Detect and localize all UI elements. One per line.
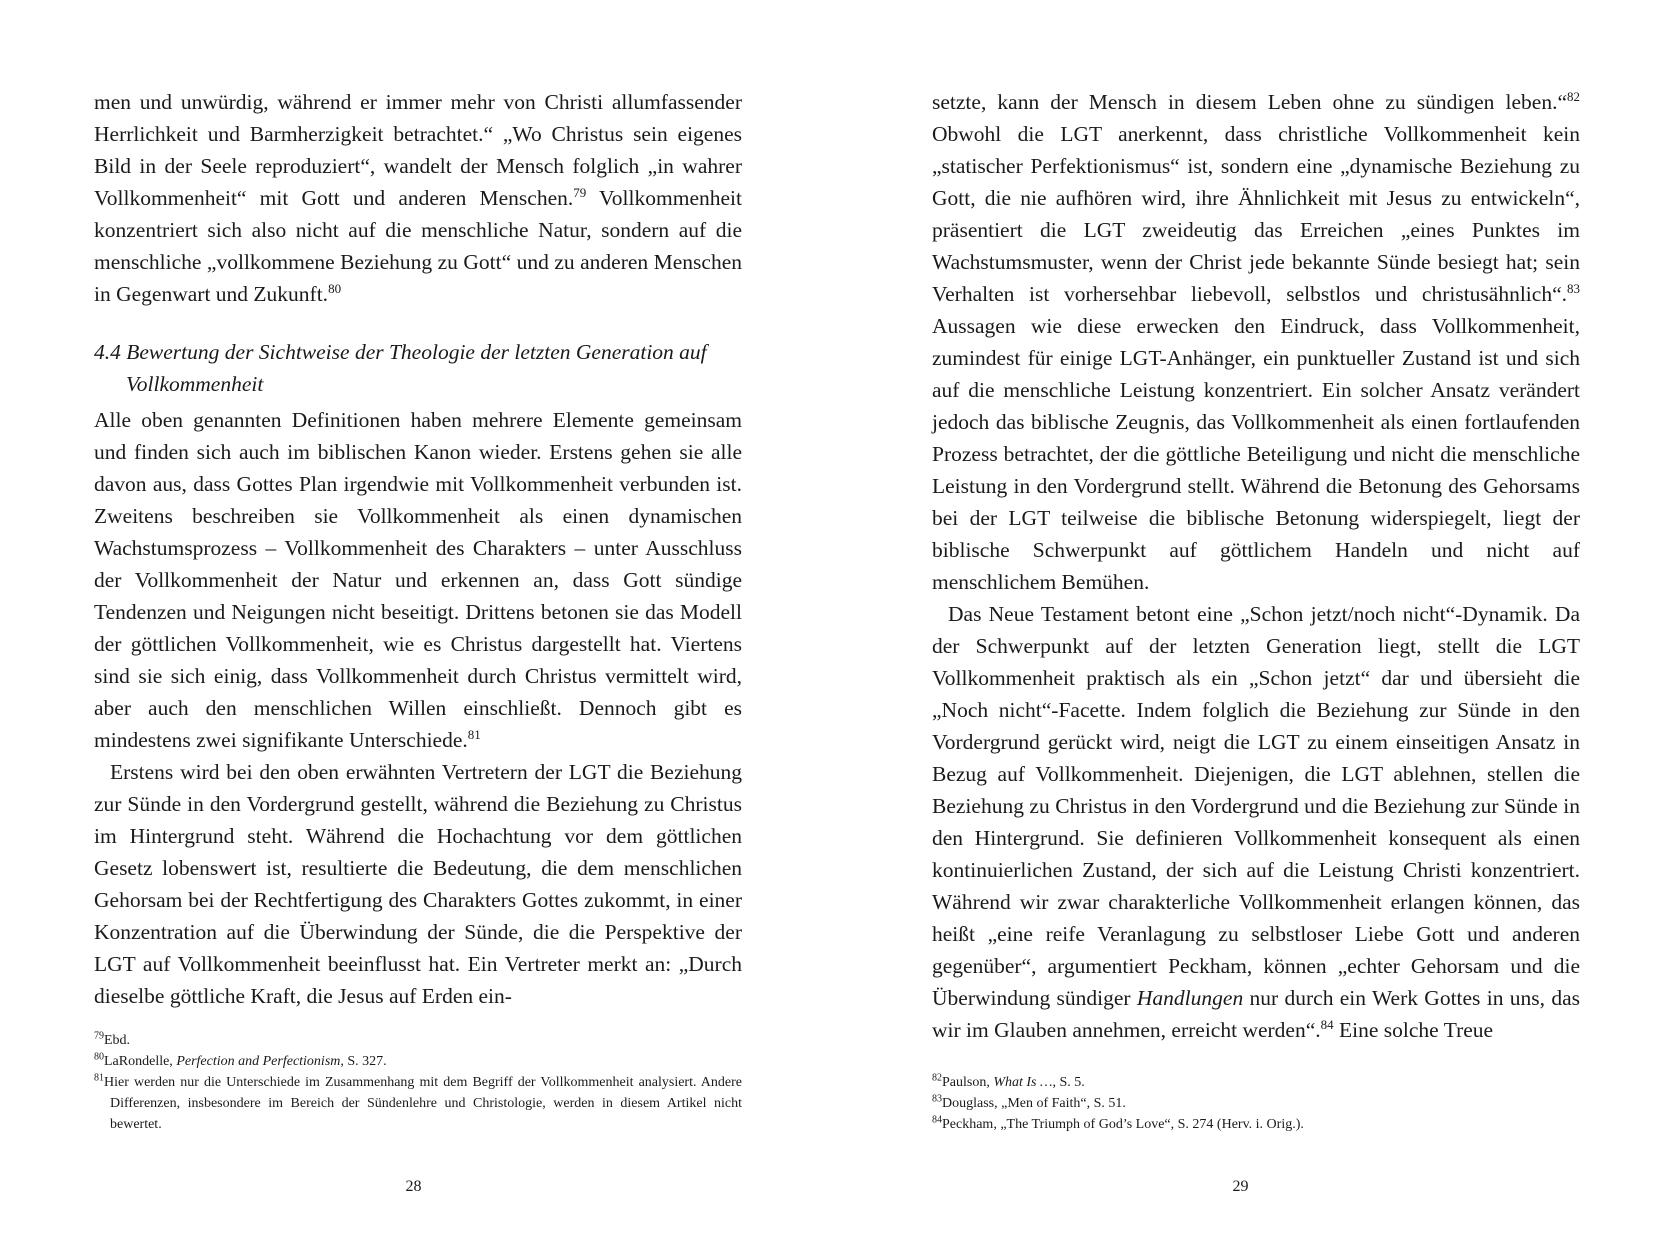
footnote-ref[interactable]: 81	[467, 726, 481, 742]
footnote-ref[interactable]: 80	[328, 280, 342, 296]
paragraph	[932, 598, 1580, 1046]
paragraph-text: nur durch ein Werk Gottes in uns, das wir im Glauben annehmen, erreicht werden“.	[932, 986, 1580, 1042]
paragraph-text: men und unwürdig, während er immer mehr von Christi allumfassender Herrlichkeit und Barmherzigkeit betrachtet.“ „Wo Christus sein eigenes Bild in der Seele reproduziert“, wandelt der Mensch folglich „in wahrer Vollkommenheit“ mit Gott und anderen Menschen.	[94, 90, 742, 210]
footnote	[932, 1093, 1580, 1114]
footnote-text: , S. 327.	[340, 1054, 387, 1069]
page-number: 29	[1232, 1178, 1249, 1195]
footnote-title: What Is …	[993, 1075, 1053, 1090]
footnote-ref[interactable]: 83	[1567, 280, 1580, 296]
paragraph	[94, 756, 742, 1012]
paragraph-text: Alle oben genannten Definitionen haben mehrere Elemente gemeinsam und finden sich auch im biblischen Kanon wieder. Erstens gehen sie alle davon aus, dass Gottes Plan irgendwie mit Vollkommenheit verbunden ist. Zweitens beschreiben sie Vollkommenheit als einen dynamischen Wachstumsprozess – Vollkommenheit des Charakters – unter Ausschluss der Vollkommenheit der Natur und erkennen an, dass Gott sündige Tendenzen und Neigungen nicht beseitigt. Drittens betonen sie das Modell der göttlichen Vollkommenheit, wie es Christus dargestellt hat. Viertens sind sie sich einig, dass Vollkommenheit durch Christus vermittelt wird, aber auch den menschlichen Willen einschließt. Dennoch gibt es mindestens zwei signifikante Unterschiede.	[94, 408, 742, 752]
footnote-text: Hier werden nur die Unterschiede im Zusammenhang mit dem Begriff der Vollkommenheit analysiert. Andere Differenzen, insbesondere im Bereich der Sündenlehre und Christologie, werden in diesem Artikel nicht bewertet.	[104, 1075, 742, 1132]
footnote-number: 79	[94, 1030, 104, 1042]
page-number: 28	[405, 1178, 422, 1195]
right-page	[827, 0, 1654, 1240]
paragraph	[94, 86, 742, 310]
paragraph-text: Aussagen wie diese erwecken den Eindruck, dass Vollkommenheit, zumindest für einige LGT-Anhänger, ein punktueller Zustand ist und sich auf die menschliche Leistung konzentriert. Ein solcher Ansatz verändert jedoch das biblische Zeugnis, das Vollkommenheit als einen fortlaufenden Prozess betrachtet, der die göttliche Beteiligung und nicht die menschliche Leistung in den Vordergrund stellt. Während die Betonung des Gehorsams bei der LGT teilweise die biblische Betonung widerspiegelt, liegt der biblische Schwerpunkt auf göttlichem Handeln und nicht auf menschlichem Bemühen.	[932, 314, 1580, 594]
footnote-text: Peckham, „The Triumph of God’s Love“, S. 274 (Herv. i. Orig.).	[942, 1117, 1304, 1132]
footnote	[94, 1051, 742, 1072]
footnote-text: Paulson,	[942, 1075, 994, 1090]
left-body-text	[94, 86, 742, 1012]
footnote	[94, 1072, 742, 1135]
footnote-ref[interactable]: 84	[1320, 1016, 1334, 1032]
footnote-text: , S. 5.	[1052, 1075, 1085, 1090]
paragraph-text: Das Neue Testament betont eine „Schon jetzt/noch nicht“-Dynamik. Da der Schwerpunkt auf der letzten Generation liegt, stellt die LGT Vollkommenheit praktisch als ein „Schon jetzt“ dar und übersieht die „Noch nicht“-Facette. Indem folglich die Beziehung zur Sünde in den Vordergrund gerückt wird, neigt die LGT zu einem einseitigen Ansatz in Bezug auf Vollkommenheit. Diejenigen, die LGT ablehnen, stellen die Beziehung zu Christus in den Vordergrund und die Beziehung zur Sünde in den Hintergrund. Sie definieren Vollkommenheit konsequent als einen kontinuierlichen Zustand, der sich auf die Leistung Christi konzentriert. Während wir zwar charakterliche Vollkommenheit erlangen können, das heißt „eine reife Veranlagung zu selbstloser Liebe Gott und anderen gegenüber“, argumentiert Peckham, können „echter Gehorsam und die Überwindung sündiger	[932, 602, 1580, 1010]
footnote	[932, 1072, 1580, 1093]
footnote-text: Douglass, „Men of Faith“, S. 51.	[942, 1096, 1126, 1111]
footnote-text: LaRondelle,	[104, 1054, 177, 1069]
footnote-ref[interactable]: 79	[573, 184, 587, 200]
footnote-number: 82	[932, 1072, 942, 1084]
paragraph-text: Erstens wird bei den oben erwähnten Vertretern der LGT die Beziehung zur Sünde in den Vordergrund gestellt, während die Beziehung zu Christus im Hintergrund steht. Während die Hochachtung vor dem göttlichen Gesetz lobenswert ist, resultierte die Bedeutung, die dem menschlichen Gehorsam bei der Rechtfertigung des Charakters Gottes zukommt, in einer Konzentration auf die Überwindung der Sünde, die die Perspektive der LGT auf Vollkommenheit beeinflusst hat. Ein Vertreter merkt an: „Durch dieselbe göttliche Kraft, die Jesus auf Erden ein-	[94, 760, 742, 1008]
footnote-number: 84	[932, 1114, 942, 1126]
section-heading: 4.4 Bewertung der Sichtweise der Theologie der letzten Generation auf Vollkommenheit	[94, 340, 707, 396]
footnote-number: 80	[94, 1051, 104, 1063]
right-footnotes	[932, 1072, 1580, 1135]
emphasis-text: Handlungen	[1136, 986, 1244, 1010]
paragraph-text: Vollkommenheit konzentriert sich also nicht auf die menschliche Natur, sondern auf die menschliche „vollkommene Beziehung zu Gott“ und zu anderen Menschen in Gegenwart und Zukunft.	[94, 186, 742, 306]
footnote	[932, 1114, 1580, 1135]
footnote-text: Ebd.	[104, 1033, 131, 1048]
paragraph-text: Obwohl die LGT anerkennt, dass christliche Vollkommenheit kein „statischer Perfektionismus“ ist, sondern eine „dynamische Beziehung zu Gott, die nie aufhören wird, ihre Ähnlichkeit mit Jesus zu entwickeln“, präsentiert die LGT zweideutig das Erreichen „eines Punktes im Wachstumsmuster, wenn der Christ jede bekannte Sünde besiegt hat; sein Verhalten ist vorhersehbar liebevoll, selbstlos und christusähnlich“.	[932, 122, 1580, 306]
footnote-number: 83	[932, 1093, 942, 1105]
paragraph-text: setzte, kann der Mensch in diesem Leben ohne zu sündigen leben.“	[932, 90, 1567, 114]
footnote-title: Perfection and Perfectionism	[176, 1054, 341, 1069]
left-footnotes	[94, 1030, 742, 1135]
footnote-number: 81	[94, 1072, 104, 1084]
paragraph	[94, 404, 742, 756]
right-body-text	[932, 86, 1580, 1046]
paragraph-text: Eine solche Treue	[1333, 1018, 1494, 1042]
footnote	[94, 1030, 742, 1051]
paragraph	[932, 86, 1580, 598]
footnote-ref[interactable]: 82	[1567, 88, 1580, 104]
